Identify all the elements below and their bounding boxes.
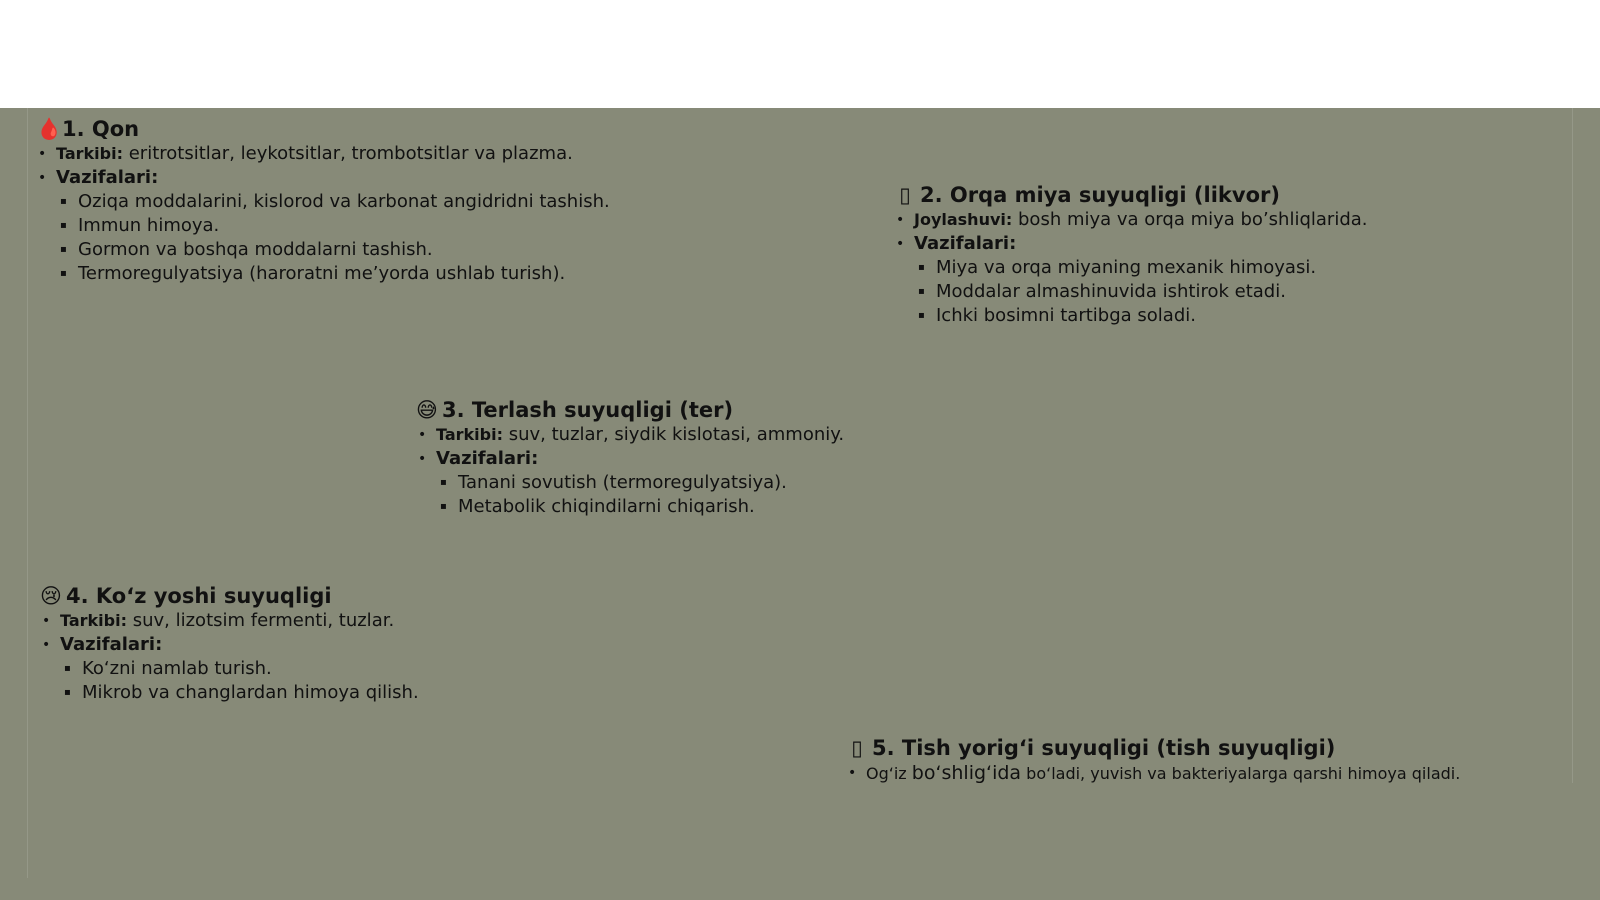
item-text: bosh miya va orqa miya bo’shliqlarida. <box>1012 209 1368 230</box>
sub-list-item: ▪ Metabolik chiqindilarni chiqarish. <box>416 495 844 519</box>
item-text: eritrotsitlar, leykotsitlar, trombotsitlar va plazma. <box>123 143 573 164</box>
list-item <box>416 423 844 447</box>
bullet-list <box>36 142 610 286</box>
list-item <box>846 761 1460 786</box>
sub-list-item: ▪ Ko‘zni namlab turish. <box>40 657 419 681</box>
list-item <box>416 447 844 471</box>
item-key: Tarkibi: <box>56 144 123 163</box>
sweat-smile-icon: 😅 <box>416 398 438 422</box>
section-title <box>894 182 1368 208</box>
section-spinal-fluid <box>894 182 1368 328</box>
sub-list-item: ▪ Termoregulyatsiya (haroratni me’yorda ushlab turish). <box>36 262 610 286</box>
bullet-list <box>846 761 1460 786</box>
section-title-text: 3. Terlash suyuqligi (ter) <box>442 398 734 422</box>
section-title-text: 1. Qon <box>62 117 140 141</box>
item-key: Vazifalari: <box>60 634 163 655</box>
item-key: Vazifalari: <box>436 448 539 469</box>
item-text: suv, lizotsim fermenti, tuzlar. <box>127 610 395 631</box>
section-title-text: 5. Tish yorig‘i suyuqligi (tish suyuqligi) <box>872 736 1336 760</box>
bullet-list <box>416 423 844 519</box>
sub-list-item: ▪ Moddalar almashinuvida ishtirok etadi. <box>894 280 1368 304</box>
tooth-icon: ▯ <box>851 736 863 760</box>
bullet-list <box>894 208 1368 328</box>
list-item <box>894 208 1368 232</box>
slide-frame-line-right <box>1572 108 1573 783</box>
list-item <box>36 166 610 190</box>
section-tears <box>40 583 419 705</box>
item-key: Joylashuvi: <box>914 210 1013 229</box>
slide-frame-line-left <box>27 108 28 878</box>
section-title <box>416 397 844 423</box>
section-blood <box>36 116 610 286</box>
item-key: Vazifalari: <box>56 167 159 188</box>
item-key: Tarkibi: <box>436 425 503 444</box>
section-title-text: 2. Orqa miya suyuqligi (likvor) <box>920 183 1280 207</box>
crying-face-icon: 😢 <box>40 584 62 608</box>
sub-list-item: ▪ Gormon va boshqa moddalarni tashish. <box>36 238 610 262</box>
sub-list-item: ▪ Mikrob va changlardan himoya qilish. <box>40 681 419 705</box>
sub-list-item: ▪ Oziqa moddalarini, kislorod va karbonat angidridni tashish. <box>36 190 610 214</box>
section-title <box>36 116 610 142</box>
top-white-band <box>0 0 1600 108</box>
item-key: Vazifalari: <box>914 233 1017 254</box>
list-item <box>40 609 419 633</box>
list-item <box>40 633 419 657</box>
section-tooth-fluid <box>846 735 1460 786</box>
item-text: suv, tuzlar, siydik kislotasi, ammoniy. <box>503 424 845 445</box>
item-text-suffix: bo‘ladi, yuvish va bakteriyalarga qarshi himoya qiladi. <box>1021 764 1461 783</box>
bullet-list <box>40 609 419 705</box>
section-title <box>40 583 419 609</box>
list-item <box>36 142 610 166</box>
section-title-text: 4. Ko‘z yoshi suyuqligi <box>66 584 332 608</box>
item-text-emphasis: bo‘shlig‘ida <box>911 762 1022 784</box>
blood-drop-icon: 🩸 <box>36 117 63 141</box>
section-sweat <box>416 397 844 519</box>
section-title <box>846 735 1460 761</box>
brain-icon: ▯ <box>899 183 911 207</box>
item-text-prefix: Og‘iz <box>866 764 912 783</box>
item-key: Tarkibi: <box>60 611 127 630</box>
sub-list-item: ▪ Miya va orqa miyaning mexanik himoyasi. <box>894 256 1368 280</box>
list-item <box>894 232 1368 256</box>
sub-list-item: ▪ Tanani sovutish (termoregulyatsiya). <box>416 471 844 495</box>
sub-list-item: ▪ Ichki bosimni tartibga soladi. <box>894 304 1368 328</box>
sub-list-item: ▪ Immun himoya. <box>36 214 610 238</box>
